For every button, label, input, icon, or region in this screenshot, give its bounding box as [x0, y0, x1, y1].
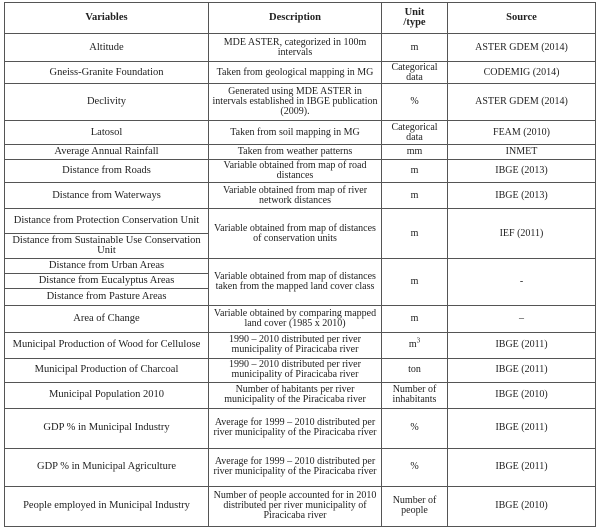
unit-cell: Number of people	[382, 486, 448, 526]
table-row	[5, 145, 596, 160]
unit-cell: Categorical data	[382, 62, 448, 84]
source-cell: IBGE (2010)	[448, 486, 596, 526]
description-cell: Number of people accounted for in 2010 distributed per river municipality of Piracicaba river	[209, 486, 382, 526]
unit-cell: m	[382, 34, 448, 62]
table-row	[5, 486, 596, 526]
table-row	[5, 382, 596, 408]
source-cell: IBGE (2011)	[448, 332, 596, 358]
unit-cell: %	[382, 84, 448, 121]
variable-cell: Average Annual Rainfall	[5, 145, 209, 160]
table-row	[5, 160, 596, 183]
variable-cell: Municipal Production of Charcoal	[5, 358, 209, 382]
unit-cell: m	[382, 183, 448, 209]
variable-cell: Distance from Waterways	[5, 183, 209, 209]
unit-cell: m	[382, 306, 448, 332]
variable-cell: Gneiss-Granite Foundation	[5, 62, 209, 84]
unit-cell: Number of inhabitants	[382, 382, 448, 408]
unit-cell: %	[382, 448, 448, 486]
description-cell: Variable obtained by comparing mapped land cover (1985 x 2010)	[209, 306, 382, 332]
unit-cell: m	[382, 259, 448, 306]
header-variables: Variables	[5, 3, 209, 34]
description-cell: Average for 1999 – 2010 distributed per river municipality of the Piracicaba river	[209, 448, 382, 486]
description-cell: Variable obtained from map of distances taken from the mapped land cover class	[209, 259, 382, 306]
description-cell: Generated using MDE ASTER in intervals established in IBGE publication (2009).	[209, 84, 382, 121]
variable-cell: Distance from Eucalyptus Areas	[5, 274, 209, 289]
description-cell: Taken from weather patterns	[209, 145, 382, 160]
description-cell: Number of habitants per river municipality of the Piracicaba river	[209, 382, 382, 408]
source-cell: INMET	[448, 145, 596, 160]
variable-cell: People employed in Municipal Industry	[5, 486, 209, 526]
table-row	[5, 259, 596, 274]
table-header-row	[5, 3, 596, 34]
source-cell: ASTER GDEM (2014)	[448, 84, 596, 121]
table-row	[5, 306, 596, 332]
description-cell: Average for 1999 – 2010 distributed per river municipality of the Piracicaba river	[209, 408, 382, 448]
description-cell: Taken from soil mapping in MG	[209, 121, 382, 145]
description-cell: Variable obtained from map of river network distances	[209, 183, 382, 209]
source-cell: FEAM (2010)	[448, 121, 596, 145]
source-cell: IBGE (2011)	[448, 448, 596, 486]
unit-cell: Categorical data	[382, 121, 448, 145]
variable-cell: Municipal Production of Wood for Cellulose	[5, 332, 209, 358]
table-row	[5, 332, 596, 358]
description-cell: 1990 – 2010 distributed per river municipality of Piracicaba river	[209, 332, 382, 358]
description-cell: Variable obtained from map of road distances	[209, 160, 382, 183]
unit-cell: mm	[382, 145, 448, 160]
table-row	[5, 34, 596, 62]
source-cell: -	[448, 259, 596, 306]
variable-cell: GDP % in Municipal Agriculture	[5, 448, 209, 486]
variable-cell: Distance from Urban Areas	[5, 259, 209, 274]
source-cell: IEF (2011)	[448, 209, 596, 259]
table-row	[5, 209, 596, 234]
table-row	[5, 183, 596, 209]
unit-cell: $m^3$	[382, 332, 448, 358]
description-cell: Taken from geological mapping in MG	[209, 62, 382, 84]
description-cell: MDE ASTER, categorized in 100m intervals	[209, 34, 382, 62]
variables-table	[4, 2, 596, 527]
source-cell: IBGE (2010)	[448, 382, 596, 408]
variable-cell: GDP % in Municipal Industry	[5, 408, 209, 448]
variable-cell: Distance from Sustainable Use Conservation Unit	[5, 234, 209, 259]
source-cell: IBGE (2011)	[448, 358, 596, 382]
table-row	[5, 358, 596, 382]
variable-cell: Distance from Protection Conservation Unit	[5, 209, 209, 234]
table-row	[5, 62, 596, 84]
table-row	[5, 84, 596, 121]
source-cell: IBGE (2013)	[448, 183, 596, 209]
table-row	[5, 408, 596, 448]
source-cell: CODEMIG (2014)	[448, 62, 596, 84]
header-source: Source	[448, 3, 596, 34]
unit-cell: m	[382, 209, 448, 259]
variable-cell: Municipal Population 2010	[5, 382, 209, 408]
variable-cell: Area of Change	[5, 306, 209, 332]
source-cell: ASTER GDEM (2014)	[448, 34, 596, 62]
source-cell: IBGE (2011)	[448, 408, 596, 448]
unit-cell: m	[382, 160, 448, 183]
source-cell: –	[448, 306, 596, 332]
variable-cell: Latosol	[5, 121, 209, 145]
variable-cell: Distance from Pasture Areas	[5, 289, 209, 306]
table-row	[5, 121, 596, 145]
description-cell: 1990 – 2010 distributed per river municipality of Piracicaba river	[209, 358, 382, 382]
table-row	[5, 448, 596, 486]
variable-cell: Declivity	[5, 84, 209, 121]
header-description: Description	[209, 3, 382, 34]
source-cell: IBGE (2013)	[448, 160, 596, 183]
header-unit: Unit /type	[382, 3, 448, 34]
unit-cell: %	[382, 408, 448, 448]
variable-cell: Altitude	[5, 34, 209, 62]
unit-cell: ton	[382, 358, 448, 382]
variable-cell: Distance from Roads	[5, 160, 209, 183]
description-cell: Variable obtained from map of distances of conservation units	[209, 209, 382, 259]
